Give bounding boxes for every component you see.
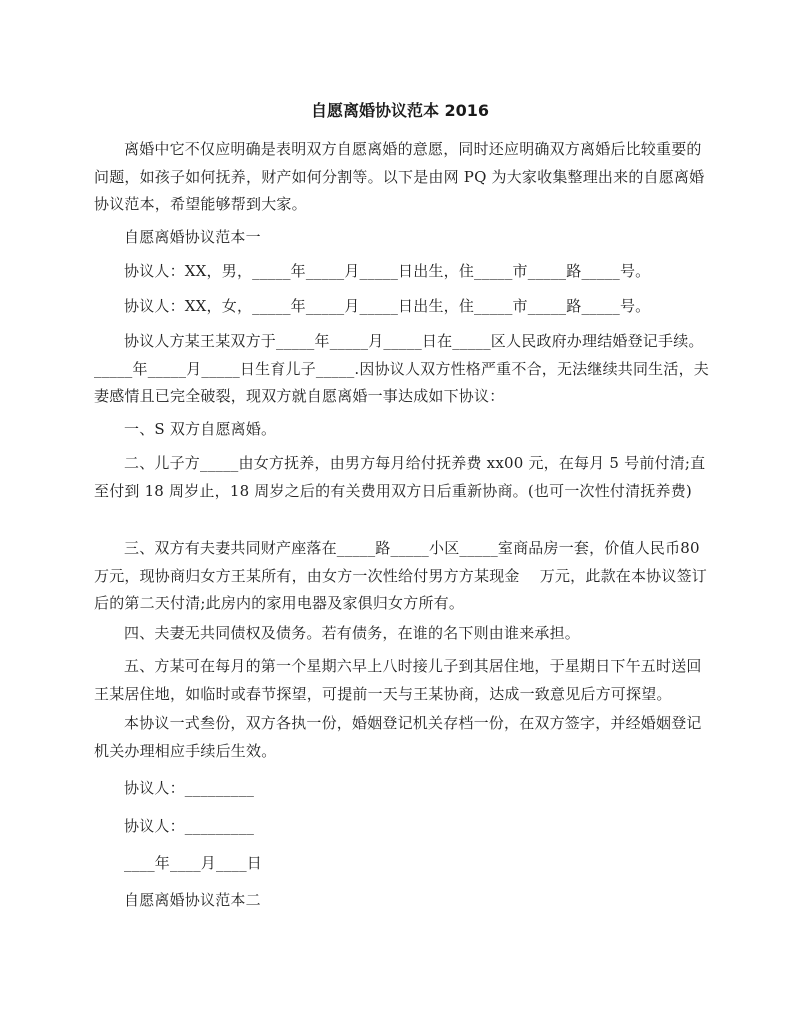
party-line-female: 协议人：XX，女，_____年_____月_____日出生，住_____市_____路_____号。	[124, 297, 651, 315]
signature-line-2: 协议人：_________	[124, 817, 255, 835]
signature-line-1: 协议人：_________	[124, 779, 255, 797]
document-title: 自愿离婚协议范本 2016	[310, 101, 490, 120]
clause-1: 一、S 双方自愿离婚。	[124, 420, 277, 438]
section-heading: 自愿离婚协议范本一	[124, 228, 261, 246]
clause-4: 四、夫妻无共同债权及债务。若有债务，在谁的名下则由谁来承担。	[124, 624, 581, 642]
clause-3: 三、双方有夫妻共同财产座落在_____路_____小区_____室商品房一套，价值人民币80 万元，现协商归女方王某所有，由女方一次性给付男方方某现金 万元，此款在本协议签订后的第二天付清;此房内的家用电器及家俱归女方所有。	[94, 539, 707, 612]
clause-2: 二、儿子方_____由女方抚养，由男方每月给付抚养费 xx00 元，在每月 5 号前付清;直至付到 18 周岁止，18 周岁之后的有关费用双方日后重新协商。(也可一次性付清抚养费)	[94, 454, 706, 500]
date-line: ____年____月____日	[124, 854, 263, 872]
party-line-male: 协议人：XX，男，_____年_____月_____日出生，住_____市_____路_____号。	[124, 262, 651, 280]
marriage-background-paragraph: 协议人方某王某双方于_____年_____月_____日在_____区人民政府办理结婚登记手续。_____年_____月_____日生育儿子_____.因协议人双方性格严重不合，无法继续共同生活，夫妻感情且已完全破裂，现双方就自愿离婚一事达成如下协议：	[94, 332, 709, 405]
section-heading-2: 自愿离婚协议范本二	[124, 891, 261, 909]
clause-5: 五、方某可在每月的第一个星期六早上八时接儿子到其居住地，于星期日下午五时送回王某居住地，如临时或春节探望，可提前一天与王某协商，达成一致意见后方可探望。	[94, 657, 702, 703]
intro-paragraph: 离婚中它不仅应明确是表明双方自愿离婚的意愿，同时还应明确双方离婚后比较重要的问题，如孩子如何抚养，财产如何分割等。以下是由网 PQ 为大家收集整理出来的自愿离婚协议范本，希望能够帮到大家。	[94, 140, 705, 213]
effective-clause: 本协议一式叁份，双方各执一份，婚姻登记机关存档一份，在双方签字，并经婚姻登记机关办理相应手续后生效。	[94, 714, 702, 760]
